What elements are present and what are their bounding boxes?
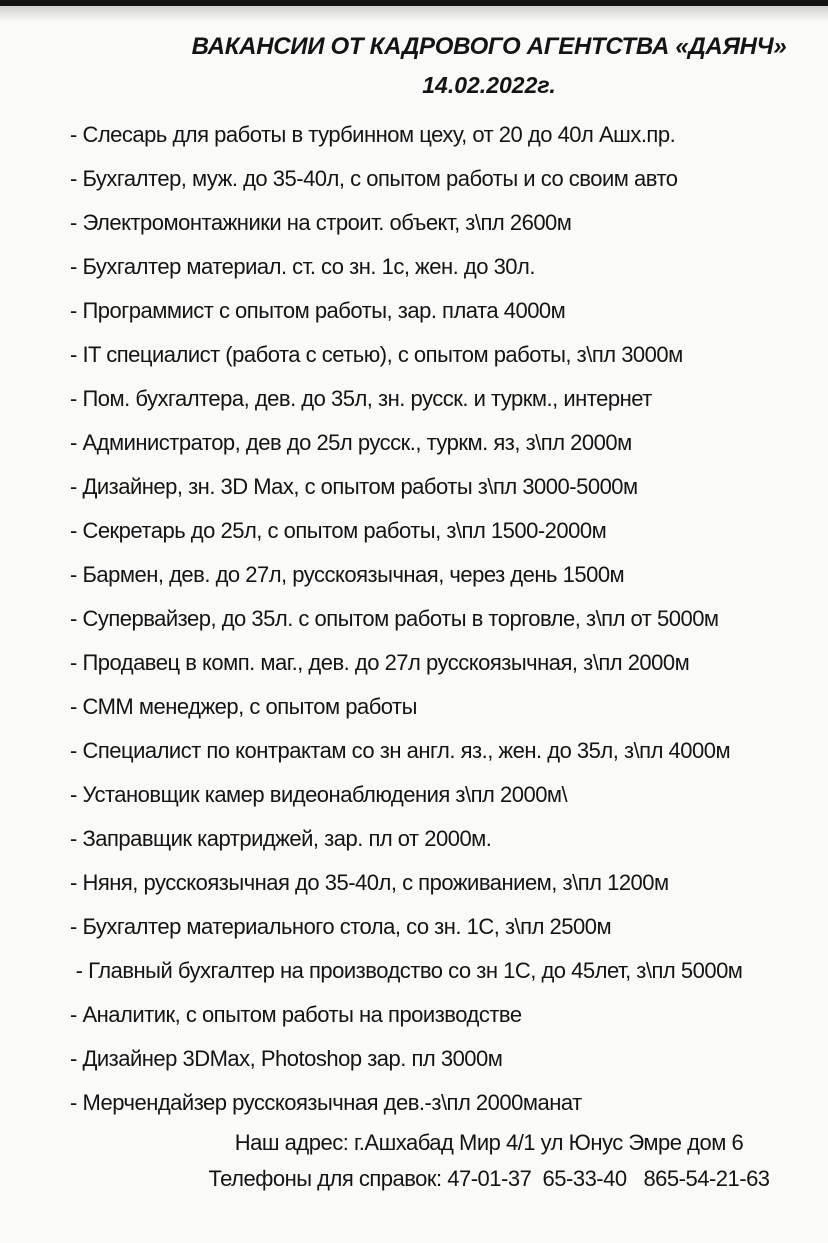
vacancy-item: - Няня, русскоязычная до 35-40л, с проживанием, з\пл 1200м [70,870,669,895]
vacancy-item: - Бухгалтер материал. ст. со зн. 1с, жен. до 30л. [70,254,535,279]
vacancy-item: - Бармен, дев. до 27л, русскоязычная, через день 1500м [70,562,625,587]
vacancy-item: - Секретарь до 25л, с опытом работы, з\пл 1500-2000м [70,518,607,543]
vacancy-item: - Слесарь для работы в турбинном цеху, от 20 до 40л Ашх.пр. [70,122,676,147]
vacancy-item: - Заправщик картриджей, зар. пл от 2000м. [70,826,492,851]
vacancy-item: - Администратор, дев до 25л русск., туркм. яз, з\пл 2000м [70,430,632,455]
vacancy-item: - Продавец в комп. маг., дев. до 27л русскоязычная, з\пл 2000м [70,650,690,675]
document-date: 14.02.2022г. [422,72,556,98]
page-title: ВАКАНСИИ ОТ КАДРОВОГО АГЕНТСТВА «ДАЯНЧ» [191,33,787,60]
vacancy-item: - Супервайзер, до 35л. с опытом работы в торговле, з\пл от 5000м [70,606,719,631]
vacancy-item: - Программист с опытом работы, зар. плата 4000м [70,298,566,323]
vacancy-item: - Аналитик, с опытом работы на производстве [70,1002,522,1027]
vacancy-item: - Мерчендайзер русскоязычная дев.-з\пл 2000манат [70,1090,582,1115]
vacancy-item: - Дизайнер, зн. 3D Max, с опытом работы з\пл 3000-5000м [70,474,638,499]
vacancy-list [0,113,828,1125]
vacancy-item: - Бухгалтер материального стола, со зн. 1С, з\пл 2500м [70,914,612,939]
phones-line: Телефоны для справок: 47-01-37 65-33-40 865-54-21-63 [208,1166,770,1191]
photo-top-shadow [0,6,828,22]
address-line: Наш адрес: г.Ашхабад Мир 4/1 ул Юнус Эмре дом 6 [234,1130,744,1155]
vacancy-item: - IT специалист (работа с сетью), с опытом работы, з\пл 3000м [70,342,683,367]
vacancy-item: - Дизайнер 3DMax, Photoshop зар. пл 3000м [70,1046,503,1071]
vacancy-item: - Установщик камер видеонаблюдения з\пл 2000м\ [70,782,568,807]
vacancy-item: - СММ менеджер, с опытом работы [70,694,417,719]
vacancy-item: - Пом. бухгалтера, дев. до 35л, зн. русск. и туркм., интернет [70,386,652,411]
vacancy-item: - Главный бухгалтер на производство со зн 1С, до 45лет, з\пл 5000м [70,958,743,983]
vacancy-item: - Электромонтажники на строит. объект, з\пл 2600м [70,210,572,235]
vacancy-item: - Бухгалтер, муж. до 35-40л, с опытом работы и со своим авто [70,166,678,191]
document-footer [0,1125,828,1197]
vacancy-item: - Специалист по контрактам со зн англ. яз., жен. до 35л, з\пл 4000м [70,738,731,763]
